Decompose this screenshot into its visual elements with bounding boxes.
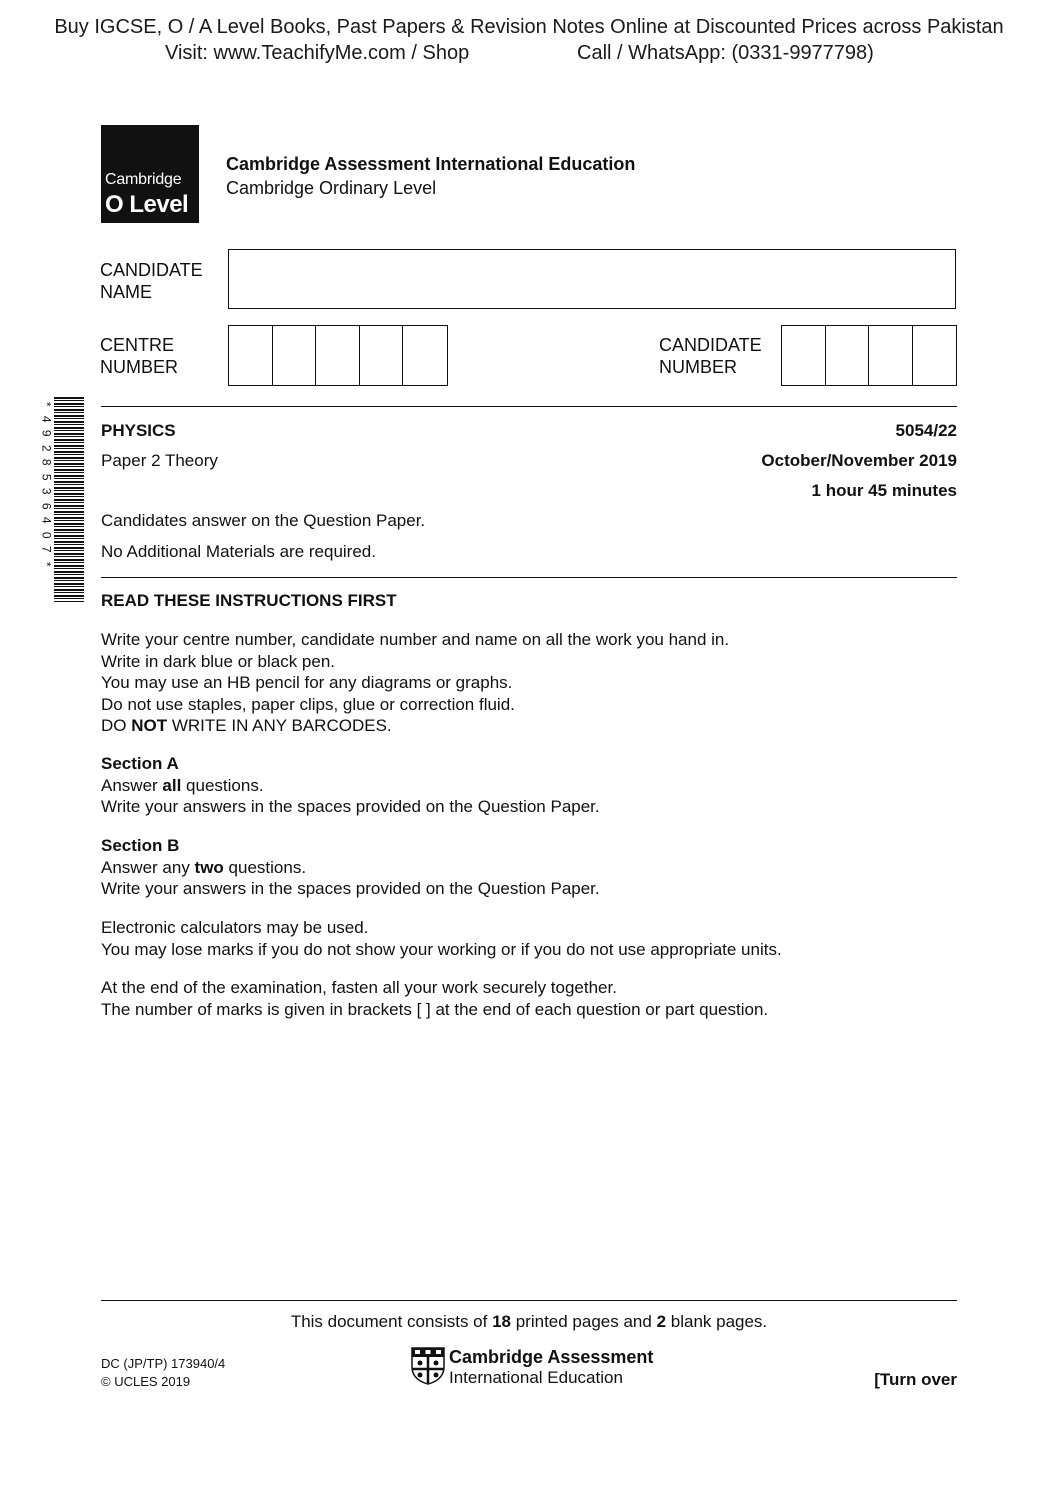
centre-number-label: [100, 334, 178, 378]
exam-duration: 1 hour 45 minutes: [811, 481, 957, 500]
barcode-digits: [39, 397, 53, 571]
visit-link[interactable]: Visit: www.TeachifyMe.com / Shop: [165, 42, 470, 64]
copyright: © UCLES 2019: [101, 1374, 191, 1389]
divider: [101, 406, 957, 407]
instruction-line: [101, 775, 600, 797]
syllabus-code: 5054/22: [895, 421, 957, 440]
crest-icon: [411, 1347, 445, 1385]
instruction-line: The number of marks is given in brackets [ ] at the end of each question or part question.: [101, 999, 769, 1019]
label-line: CENTRE: [100, 335, 175, 355]
barcode-digit: 2: [39, 444, 54, 452]
qualification-level: Cambridge Ordinary Level: [226, 178, 437, 198]
barcode-digit: 3: [39, 487, 54, 495]
end-instructions: [101, 977, 768, 1020]
barcode-digit: 9: [39, 429, 54, 437]
page-count-note: [0, 1312, 1058, 1332]
call-text: Call / WhatsApp: (0331-9977798): [577, 42, 874, 64]
candidate-name-label: [100, 259, 203, 303]
instruction-line: Do not use staples, paper clips, glue or correction fluid.: [101, 694, 515, 714]
digit-box[interactable]: [782, 326, 826, 385]
instruction-line: Electronic calculators may be used.: [101, 918, 369, 937]
barcode-digit: 5: [39, 473, 54, 481]
instruction-line: Write in dark blue or black pen.: [101, 651, 336, 671]
barcode-bars: [54, 397, 84, 602]
barcode-digit: 4: [39, 516, 54, 524]
section-b-instructions: [101, 835, 600, 900]
barcode-digit: 6: [39, 502, 54, 510]
cambridge-assessment-logo: [411, 1347, 654, 1390]
candidate-name-field[interactable]: [228, 249, 956, 309]
centre-number-boxes[interactable]: [228, 325, 448, 386]
barcode-digit: *: [39, 561, 54, 567]
answer-on-note: Candidates answer on the Question Paper.: [101, 511, 426, 530]
materials-note: No Additional Materials are required.: [101, 542, 376, 561]
general-instructions: [101, 629, 729, 737]
digit-box[interactable]: [360, 326, 404, 385]
logo-text-cambridge: Cambridge: [105, 171, 182, 188]
divider: [101, 1300, 957, 1301]
label-line: NAME: [100, 282, 153, 302]
document-code: DC (JP/TP) 173940/4: [101, 1356, 226, 1371]
divider: [101, 577, 957, 578]
barcode-digit: *: [39, 401, 54, 407]
text-run: questions.: [181, 775, 264, 795]
blank-pages-count: 2: [656, 1312, 667, 1331]
text-run: This document consists of: [290, 1312, 493, 1331]
barcode-digit: 8: [39, 458, 54, 466]
instruction-line: You may lose marks if you do not show your working or if you do not use appropriate units.: [101, 939, 782, 959]
instruction-line: At the end of the examination, fasten all your work securely together.: [101, 978, 617, 997]
organisation-name: Cambridge Assessment International Education: [226, 154, 636, 174]
section-a-title: Section A: [101, 754, 179, 773]
exam-session: October/November 2019: [761, 451, 957, 470]
barcode-digit: 7: [39, 545, 54, 553]
paper-name: Paper 2 Theory: [101, 451, 218, 470]
barcode-digit: 4: [39, 415, 54, 423]
text-run: blank pages.: [666, 1312, 768, 1331]
candidate-number-label: [659, 334, 762, 378]
digit-box[interactable]: [316, 326, 360, 385]
document-code-block: [101, 1355, 225, 1391]
instruction-line: Write your answers in the spaces provided on the Question Paper.: [101, 797, 600, 816]
digit-box[interactable]: [403, 326, 447, 385]
text-run: questions.: [223, 857, 307, 877]
instruction-line: You may use an HB pencil for any diagrams or graphs.: [101, 673, 513, 692]
digit-box[interactable]: [869, 326, 913, 385]
instructions-heading: READ THESE INSTRUCTIONS FIRST: [101, 591, 397, 610]
section-b-title: Section B: [101, 836, 180, 855]
section-a-instructions: [101, 753, 600, 818]
printed-pages-count: 18: [492, 1312, 511, 1331]
label-line: NUMBER: [100, 357, 179, 377]
label-line: NUMBER: [659, 357, 738, 377]
barcode-digit: 0: [39, 531, 54, 539]
text-run-bold: two: [194, 857, 224, 877]
digit-box[interactable]: [913, 326, 956, 385]
text-run: Answer: [101, 775, 163, 795]
calculator-instructions: [101, 917, 782, 960]
instruction-line: [101, 857, 600, 879]
instruction-line: Write your centre number, candidate number and name on all the work you hand in.: [101, 630, 730, 649]
cae-line-1: Cambridge Assessment: [449, 1347, 654, 1367]
cambridge-o-level-logo: [101, 125, 199, 223]
text-run: printed pages and: [511, 1312, 657, 1331]
logo-text-olevel: O Level: [105, 191, 189, 218]
digit-box[interactable]: [826, 326, 870, 385]
turn-over-note: [Turn over: [874, 1370, 957, 1389]
barcode: [40, 397, 86, 602]
text-run: DO: [101, 716, 132, 735]
promo-banner-line: Buy IGCSE, O / A Level Books, Past Papers & Revision Notes Online at Discounted Prices across Pakistan: [54, 16, 1004, 38]
digit-box[interactable]: [273, 326, 317, 385]
digit-box[interactable]: [229, 326, 273, 385]
text-run-bold: NOT: [131, 716, 168, 735]
subject-title: PHYSICS: [101, 421, 176, 440]
text-run-bold: all: [162, 775, 182, 795]
instruction-line: [101, 715, 729, 737]
candidate-number-boxes[interactable]: [781, 325, 957, 386]
label-line: CANDIDATE: [100, 260, 203, 280]
text-run: WRITE IN ANY BARCODES.: [167, 716, 392, 735]
text-run: Answer any: [101, 857, 195, 877]
instruction-line: Write your answers in the spaces provided on the Question Paper.: [101, 879, 600, 898]
cae-line-2: International Education: [449, 1368, 623, 1387]
label-line: CANDIDATE: [659, 335, 762, 355]
